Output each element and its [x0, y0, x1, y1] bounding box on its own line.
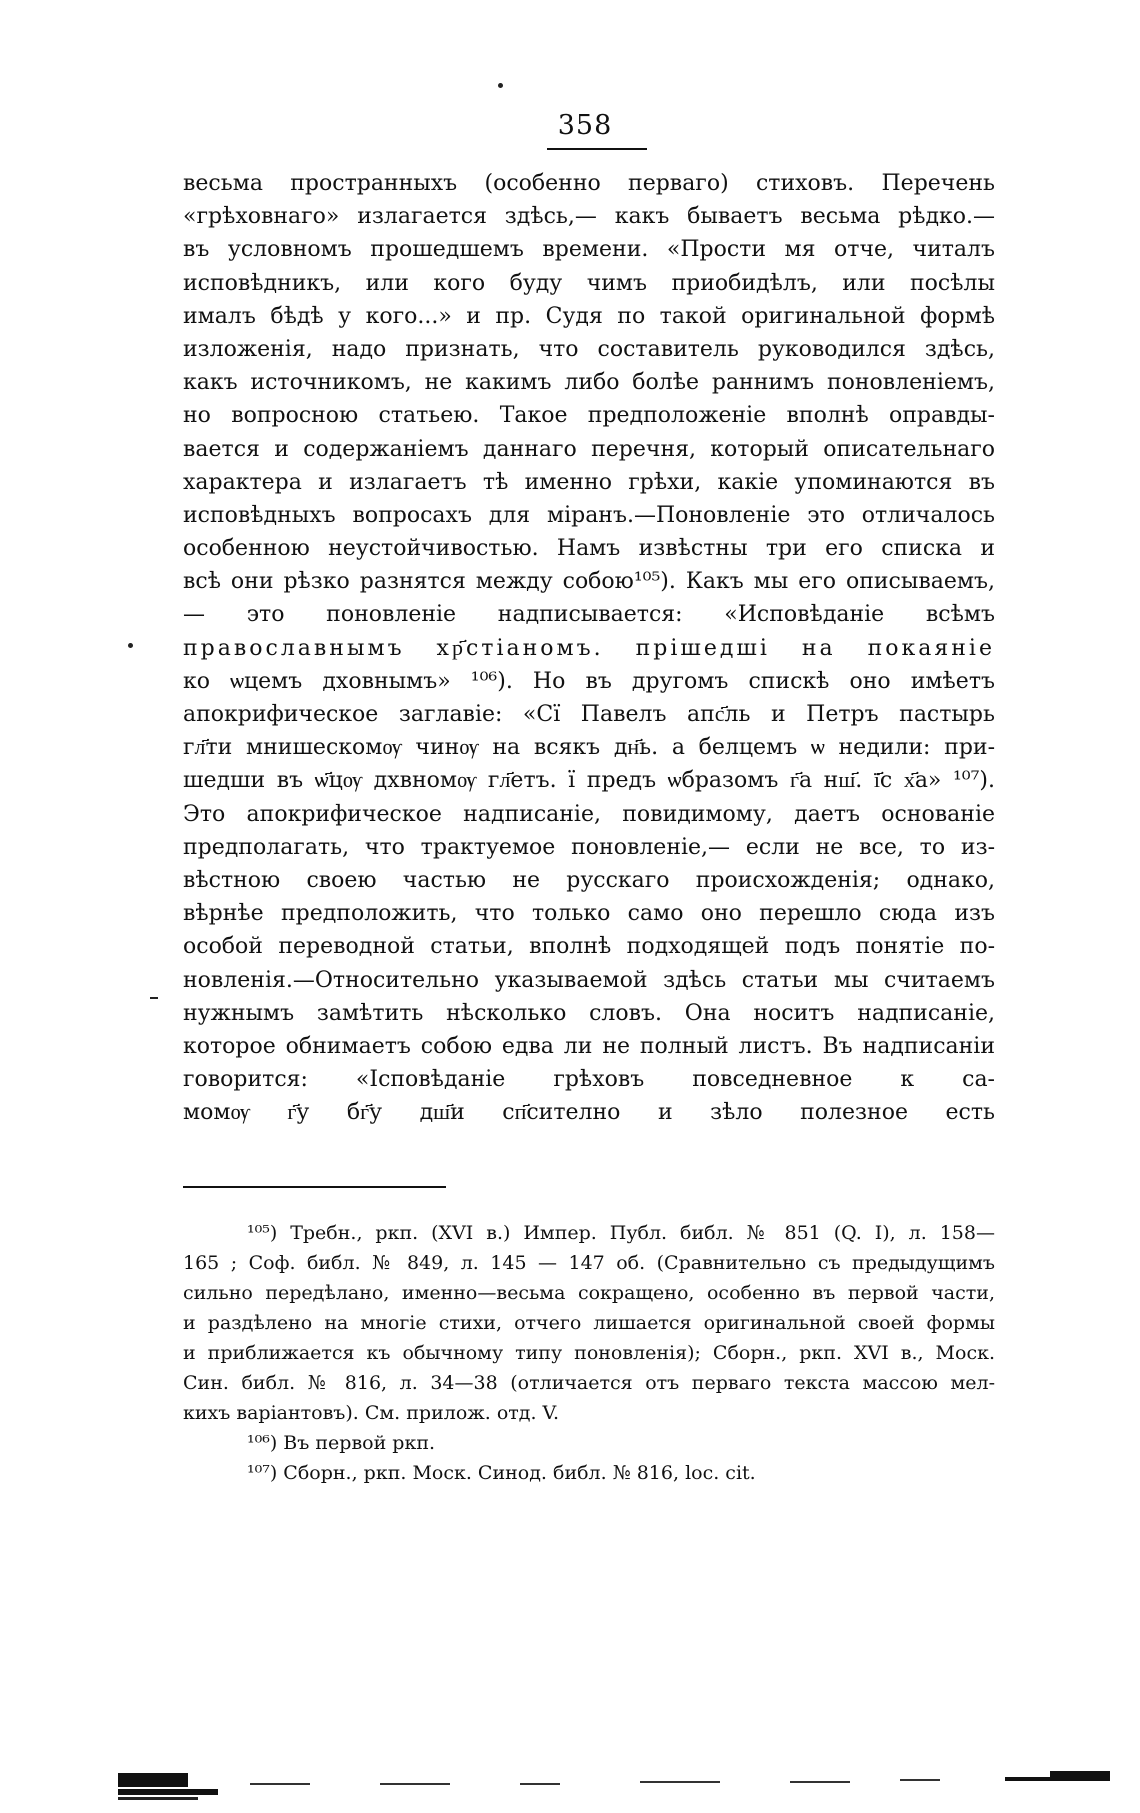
- footnote-line: ¹⁰⁶) Въ первой ркп.: [247, 1432, 436, 1454]
- ink-speck: [150, 997, 158, 999]
- footnote-line: ¹⁰⁵) Требн., ркп. (XVI в.) Импер. Публ. библ. № 851 (Q. I), л. 158—: [247, 1222, 995, 1244]
- text-line: исповѣдныхъ вопросахъ для міранъ.—Поновленіе это отличалось: [183, 502, 995, 528]
- text-line: новленія.—Относительно указываемой здѣсь статьи мы считаемъ: [183, 967, 995, 993]
- text-line: особой переводной статьи, вполнѣ подходящей подъ понятіе по-: [183, 934, 995, 960]
- text-line: но вопросною статьею. Такое предположеніе вполнѣ оправды-: [183, 403, 995, 429]
- text-line: особенною неустойчивостью. Намъ извѣстны три его списка и: [183, 536, 995, 562]
- text-line: изложенія, надо признать, что составитель руководился здѣсь,: [183, 336, 995, 362]
- text-line: момѹ г҃у бг҃у дш҃и сп҃сително и зѣло полезное есть: [183, 1100, 995, 1126]
- page-number-rule: [547, 148, 647, 150]
- footnote-line: и приближается къ обычному типу поновленія); Сборн., ркп. XVI в., Моск.: [183, 1342, 995, 1364]
- text-line: гл҃ти мнишескомѹ чинѹ на всякъ дн҃ь. а белцемъ ѡ недили: при-: [183, 735, 995, 761]
- text-line: предполагать, что трактуемое поновленіе,— если не все, то из-: [183, 834, 995, 860]
- footnote-line: сильно передѣлано, именно—весьма сокращено, особенно въ первой части,: [183, 1282, 995, 1304]
- footnote-line: 165 ; Соф. библ. № 849, л. 145 — 147 об. (Сравнительно съ предыдущимъ: [183, 1252, 995, 1274]
- ink-speck: [498, 83, 503, 88]
- text-line: которое обнимаетъ собою едва ли не полный листъ. Въ надписаніи: [183, 1033, 995, 1059]
- page-number: 358: [557, 110, 613, 141]
- text-line: «грѣховнаго» излагается здѣсь,— какъ бываетъ весьма рѣдко.—: [183, 204, 995, 230]
- footnote-separator: [183, 1186, 446, 1188]
- body-text: [183, 167, 995, 1129]
- text-line: ималъ бѣдѣ у кого...» и пр. Судя по такой оригинальной формѣ: [183, 303, 995, 329]
- text-line: ко ѡцемъ дховнымъ» ¹⁰⁶). Но въ другомъ спискѣ оно имѣетъ: [183, 668, 995, 694]
- text-line: всѣ они рѣзко разнятся между собою¹⁰⁵). Какъ мы его описываемъ,: [183, 569, 995, 595]
- text-line: весьма пространныхъ (особенно перваго) стиховъ. Перечень: [183, 171, 995, 196]
- text-line: Это апокрифическое надписаніе, повидимому, даетъ основаніе: [183, 801, 995, 827]
- footnote-line: и раздѣлено на многіе стихи, отчего лишается оригинальной своей формы: [183, 1312, 995, 1334]
- footnotes: [183, 1218, 995, 1488]
- text-line: православнымъ хр҃стіаномъ. прішедші на покаяніе: [183, 635, 995, 661]
- text-line: характера и излагаетъ тѣ именно грѣхи, какіе упоминаются въ: [183, 469, 995, 495]
- footnote-line: Син. библ. № 816, л. 34—38 (отличается отъ перваго текста массою мел-: [183, 1372, 995, 1394]
- text-line: исповѣдникъ, или кого буду чимъ приобидѣлъ, или посѣлы: [183, 270, 995, 296]
- text-line: вается и содержаніемъ даннаго перечня, который описательнаго: [183, 436, 995, 462]
- text-line: какъ источникомъ, не какимъ либо болѣе раннимъ поновленіемъ,: [183, 370, 995, 396]
- ink-speck: [128, 643, 133, 648]
- text-line: нужнымъ замѣтить нѣсколько словъ. Она носитъ надписаніе,: [183, 1000, 995, 1026]
- text-line: — это поновленіе надписывается: «Исповѣданіе всѣмъ: [183, 602, 995, 628]
- text-line: шедши въ ѡ҃цѹ дхвномѹ гл҃етъ. ї предъ ѡбразомъ г҃а нш҃. ї҃с х҃а» ¹⁰⁷).: [183, 768, 995, 794]
- text-line: говорится: «Ісповѣданіе грѣховъ повседневное к са-: [183, 1067, 995, 1093]
- text-line: вѣстною своею частью не русскаго происхожденія; однако,: [183, 867, 995, 893]
- footnote-line: ¹⁰⁷) Сборн., ркп. Моск. Синод. библ. № 816, loc. cit.: [247, 1462, 756, 1484]
- text-line: апокрифическое заглавіе: «Сї Павелъ апс҃ль и Петръ пастырь: [183, 702, 995, 727]
- footnote-line: кихъ варіантовъ). См. прилож. отд. V.: [183, 1402, 559, 1424]
- text-line: въ условномъ прошедшемъ времени. «Прости мя отче, читалъ: [183, 237, 995, 263]
- text-line: вѣрнѣе предположить, что только само оно перешло сюда изъ: [183, 901, 995, 927]
- scan-edge-artifacts: [0, 1765, 1140, 1805]
